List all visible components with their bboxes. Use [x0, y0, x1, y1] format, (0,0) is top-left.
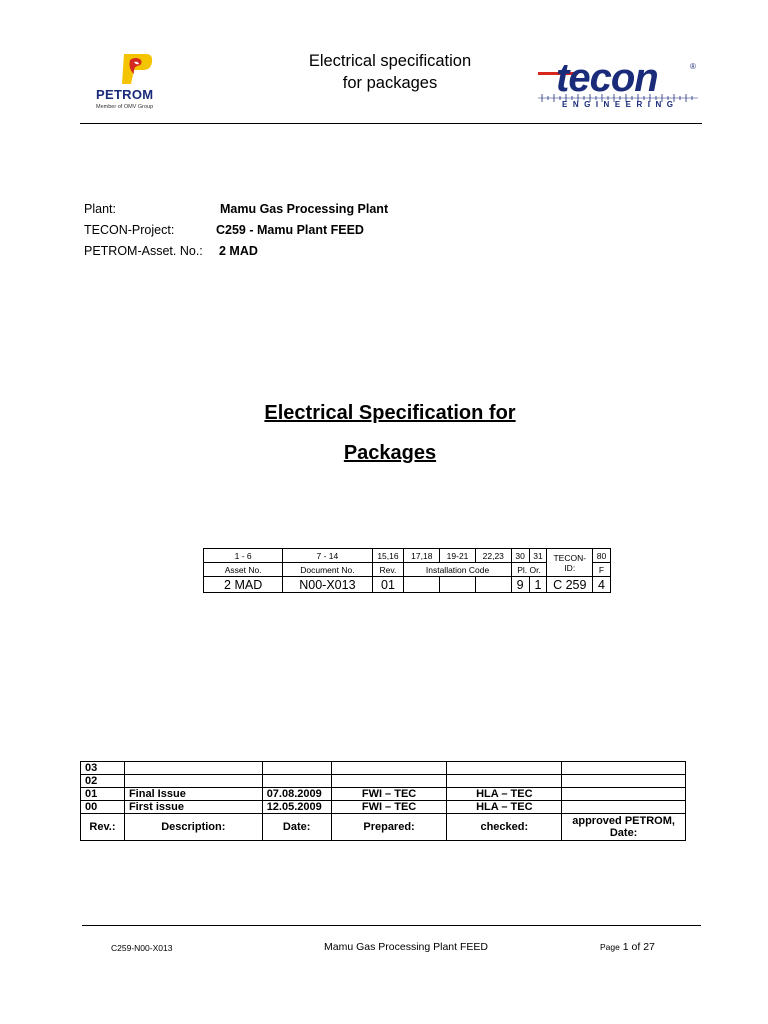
- footer-project: Mamu Gas Processing Plant FEED: [324, 941, 488, 953]
- asset-value: 2 MAD: [219, 244, 258, 258]
- code-pos-install-2: 19-21: [440, 549, 476, 563]
- code-value-rev: 01: [372, 577, 404, 593]
- project-value: C259 - Mamu Plant FEED: [216, 223, 364, 237]
- project-label: TECON-Project:: [84, 223, 175, 237]
- petrom-logo-text: PETROM: [96, 87, 154, 102]
- date-header: Date:: [262, 814, 331, 841]
- rev-prepared-cell: FWI – TEC: [331, 801, 447, 814]
- code-value-install-3: [475, 577, 511, 593]
- rev-cell: 02: [81, 775, 125, 788]
- code-label-tecon-id: TECON-ID:: [547, 549, 593, 577]
- revision-table: [80, 761, 686, 841]
- rev-description-cell: Final Issue: [124, 788, 262, 801]
- rev-prepared-cell: [331, 775, 447, 788]
- rev-checked-cell: HLA – TEC: [447, 788, 562, 801]
- code-pos-plor-2: 31: [529, 549, 547, 563]
- rev-description-cell: First issue: [124, 801, 262, 814]
- approved-header-line1: approved PETROM,: [572, 815, 675, 827]
- revision-row: [81, 775, 686, 788]
- footer-page-total: of 27: [631, 941, 655, 953]
- code-label-document: Document No.: [283, 563, 372, 577]
- code-value-f: 4: [593, 577, 611, 593]
- code-label-rev: Rev.: [372, 563, 404, 577]
- rev-checked-cell: [447, 775, 562, 788]
- revision-row: [81, 762, 686, 775]
- revision-row: [81, 788, 686, 801]
- code-value-asset: 2 MAD: [204, 577, 283, 593]
- header-rule: [80, 123, 702, 124]
- code-label-asset: Asset No.: [204, 563, 283, 577]
- header-title: [240, 50, 540, 94]
- plant-value: Mamu Gas Processing Plant: [220, 202, 389, 216]
- code-value-plor-2: 1: [529, 577, 547, 593]
- document-title-line2: Packages: [343, 442, 437, 464]
- code-value-install-2: [440, 577, 476, 593]
- document-title-line1: Electrical Specification for: [264, 402, 516, 424]
- description-header: Description:: [124, 814, 262, 841]
- rev-approved-cell: [562, 801, 686, 814]
- approved-header: [562, 814, 686, 841]
- rev-date-cell: [262, 762, 331, 775]
- footer-page-prefix: Page: [600, 942, 620, 952]
- rev-prepared-cell: [331, 762, 447, 775]
- plant-label: Plant:: [84, 202, 116, 216]
- rev-date-cell: [262, 775, 331, 788]
- document-code-table: [203, 548, 611, 593]
- code-label-install: Installation Code: [404, 563, 511, 577]
- rev-cell: 00: [81, 801, 125, 814]
- code-pos-rev: 15,16: [372, 549, 404, 563]
- footer-rule: [82, 925, 701, 926]
- code-pos-plor-1: 30: [511, 549, 529, 563]
- header-title-line2: for packages: [342, 74, 438, 92]
- rev-date-cell: 12.05.2009: [262, 801, 331, 814]
- code-pos-f: 80: [593, 549, 611, 563]
- rev-date-cell: 07.08.2009: [262, 788, 331, 801]
- code-value-tecon-id: C 259: [547, 577, 593, 593]
- rev-approved-cell: [562, 788, 686, 801]
- code-value-document: N00-X013: [283, 577, 372, 593]
- rev-prepared-cell: FWI – TEC: [331, 788, 447, 801]
- code-value-plor-1: 9: [511, 577, 529, 593]
- rev-cell: 01: [81, 788, 125, 801]
- code-pos-document: 7 - 14: [283, 549, 372, 563]
- rev-checked-cell: HLA – TEC: [447, 801, 562, 814]
- petrom-logo-icon: [116, 52, 154, 86]
- code-pos-install-3: 22,23: [475, 549, 511, 563]
- prepared-header: Prepared:: [331, 814, 447, 841]
- revision-row: [81, 801, 686, 814]
- tecon-registered-mark: ®: [690, 62, 696, 71]
- footer-doc-id: C259-N00-X013: [111, 943, 173, 953]
- footer-page-current: 1: [622, 941, 629, 953]
- code-value-install-1: [404, 577, 440, 593]
- code-label-plor: Pl. Or.: [511, 563, 547, 577]
- header-title-line1: Electrical specification: [308, 52, 472, 70]
- code-label-f: F: [593, 563, 611, 577]
- code-pos-install-1: 17,18: [404, 549, 440, 563]
- rev-checked-cell: [447, 762, 562, 775]
- approved-header-line2: Date:: [609, 827, 638, 839]
- rev-approved-cell: [562, 762, 686, 775]
- tecon-engineering-text: ENGINEERING: [562, 100, 679, 109]
- rev-approved-cell: [562, 775, 686, 788]
- asset-label: PETROM-Asset. No.:: [84, 244, 203, 258]
- rev-description-cell: [124, 775, 262, 788]
- checked-header: checked:: [447, 814, 562, 841]
- rev-description-cell: [124, 762, 262, 775]
- petrom-tagline: Member of OMV Group: [96, 104, 154, 110]
- tecon-logo-text: tecon: [556, 56, 658, 100]
- code-pos-asset: 1 - 6: [204, 549, 283, 563]
- rev-header: Rev.:: [81, 814, 125, 841]
- footer-page-number: [600, 941, 655, 953]
- rev-cell: 03: [81, 762, 125, 775]
- revision-header-row: [81, 814, 686, 841]
